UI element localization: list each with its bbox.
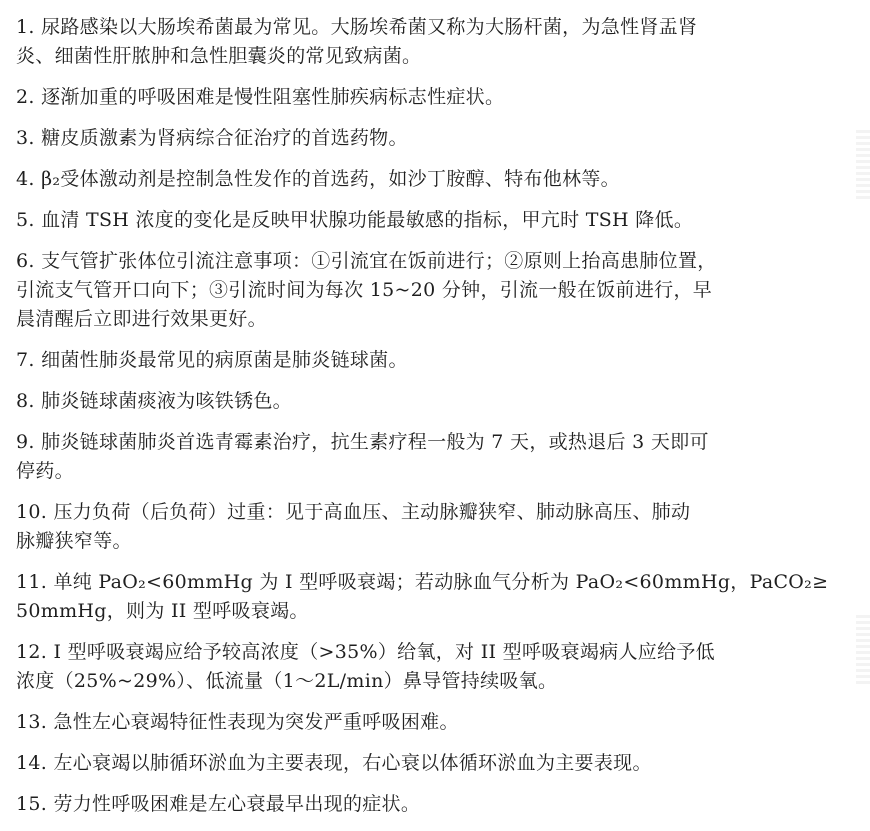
list-item	[16, 708, 858, 737]
list-item	[16, 498, 858, 556]
text-line: 7. 细菌性肺炎最常见的病原菌是肺炎链球菌。	[16, 349, 408, 371]
text-line: 14. 左心衰竭以肺循环淤血为主要表现，右心衰以体循环淤血为主要表现。	[16, 752, 652, 774]
list-item	[16, 165, 858, 194]
list-item	[16, 428, 858, 486]
text-line: 5. 血清 TSH 浓度的变化是反映甲状腺功能最敏感的指标，甲亢时 TSH 降低。	[16, 209, 694, 231]
list-item	[16, 387, 858, 416]
text-line: 8. 肺炎链球菌痰液为咳铁锈色。	[16, 390, 292, 412]
text-line: 3. 糖皮质激素为肾病综合征治疗的首选药物。	[16, 127, 408, 149]
list-item	[16, 568, 858, 626]
text-line: 10. 压力负荷（后负荷）过重：见于高血压、主动脉瓣狭窄、肺动脉高压、肺动	[16, 501, 691, 523]
watermark-mark	[856, 130, 870, 200]
list-item	[16, 206, 858, 235]
text-line: 11. 单纯 PaO₂<60mmHg 为 I 型呼吸衰竭；若动脉血气分析为 PaO₂<60mmHg，PaCO₂≥	[16, 571, 829, 593]
text-line: 晨清醒后立即进行效果更好。	[16, 308, 267, 330]
list-item	[16, 247, 858, 334]
document-body	[16, 13, 858, 831]
text-line: 4. β₂受体激动剂是控制急性发作的首选药，如沙丁胺醇、特布他林等。	[16, 168, 620, 190]
text-line: 脉瓣狭窄等。	[16, 530, 132, 552]
text-line: 13. 急性左心衰竭特征性表现为突发严重呼吸困难。	[16, 711, 459, 733]
text-line: 1. 尿路感染以大肠埃希菌最为常见。大肠埃希菌又称为大肠杆菌，为急性肾盂肾	[16, 16, 698, 38]
text-line: 50mmHg，则为 II 型呼吸衰竭。	[16, 600, 309, 622]
text-line: 12. I 型呼吸衰竭应给予较高浓度（>35%）给氧，对 II 型呼吸衰竭病人应给予低	[16, 641, 715, 663]
list-item	[16, 124, 858, 153]
text-line: 2. 逐渐加重的呼吸困难是慢性阻塞性肺疾病标志性症状。	[16, 86, 505, 108]
text-line: 9. 肺炎链球菌肺炎首选青霉素治疗，抗生素疗程一般为 7 天，或热退后 3 天即可	[16, 431, 709, 453]
text-line: 6. 支气管扩张体位引流注意事项：①引流宜在饭前进行；②原则上抬高患肺位置，	[16, 250, 717, 272]
text-line: 停药。	[16, 460, 74, 482]
list-item	[16, 13, 858, 71]
list-item	[16, 83, 858, 112]
watermark-mark	[856, 615, 870, 685]
list-item	[16, 638, 858, 696]
list-item	[16, 346, 858, 375]
list-item	[16, 790, 858, 819]
list-item	[16, 749, 858, 778]
text-line: 引流支气管开口向下；③引流时间为每次 15~20 分钟，引流一般在饭前进行，早	[16, 279, 713, 301]
text-line: 炎、细菌性肝脓肿和急性胆囊炎的常见致病菌。	[16, 45, 422, 67]
text-line: 浓度（25%~29%）、低流量（1～2L/min）鼻导管持续吸氧。	[16, 670, 558, 692]
text-line: 15. 劳力性呼吸困难是左心衰最早出现的症状。	[16, 793, 421, 815]
